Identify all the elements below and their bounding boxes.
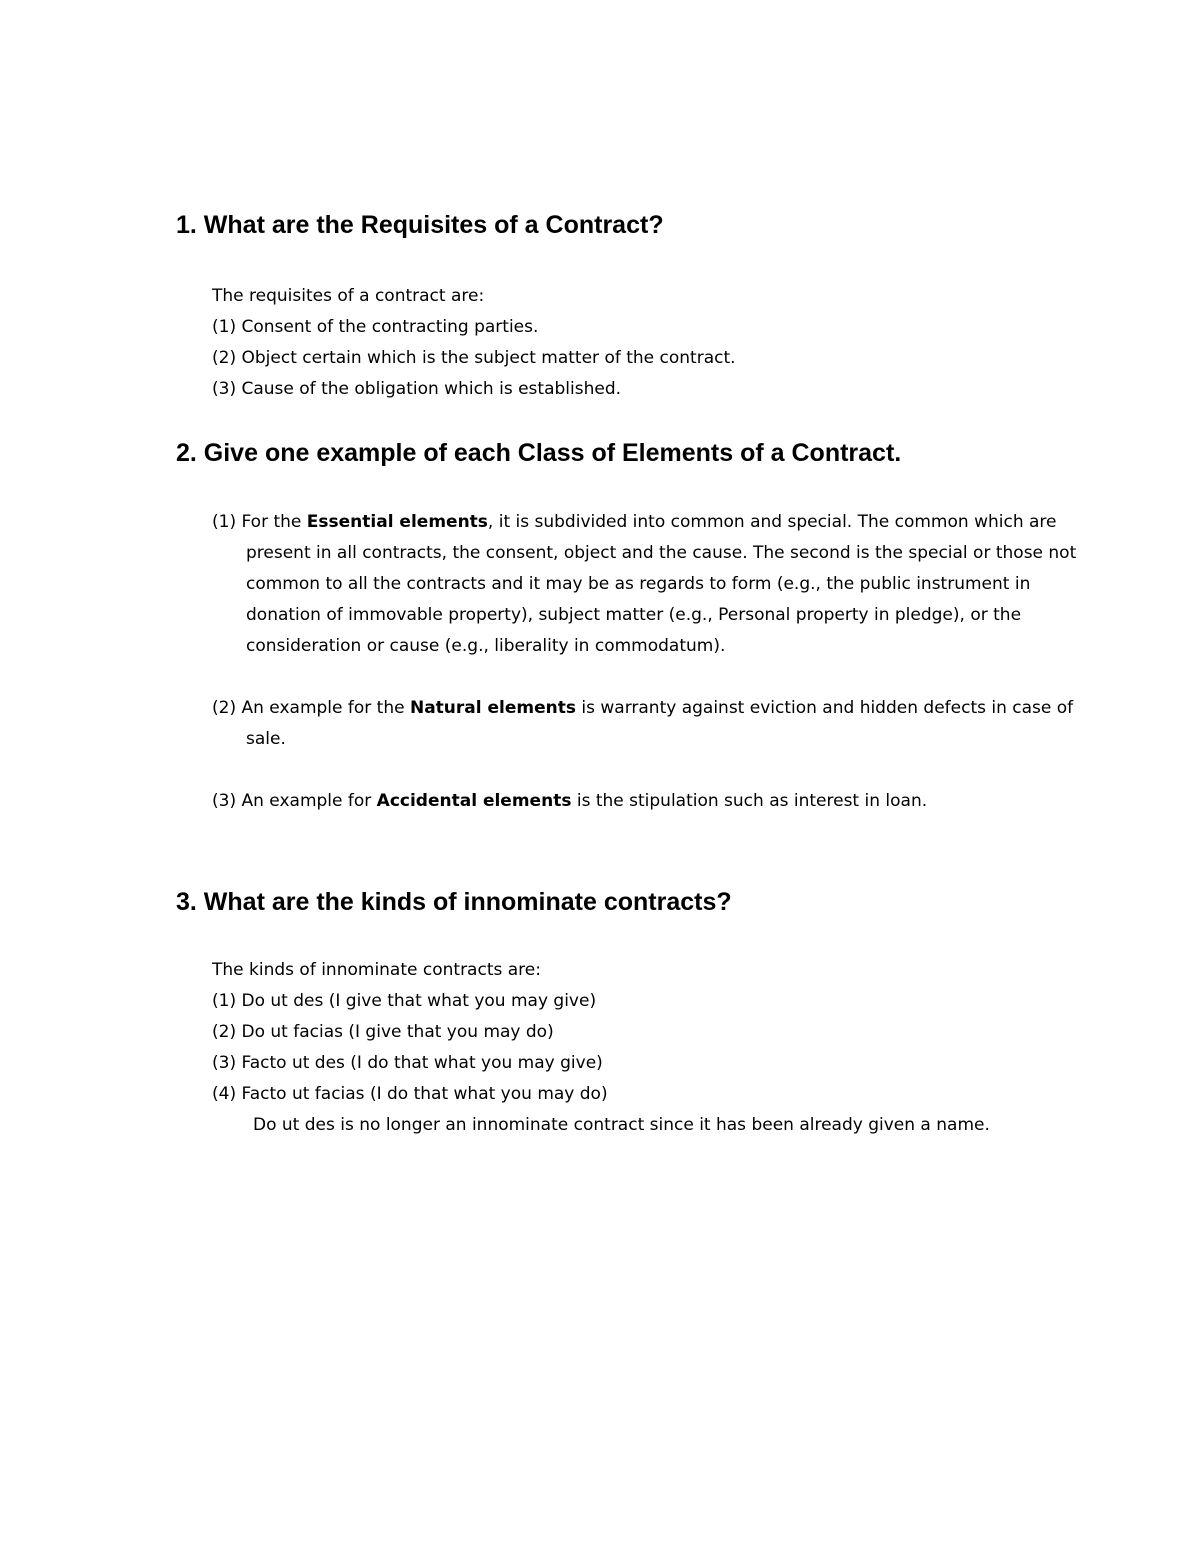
- section-2-item-2: [212, 693, 1096, 755]
- item-number: (1): [212, 991, 237, 1011]
- section-3-item-3: [212, 1051, 603, 1075]
- section-3-intro: The kinds of innominate contracts are:: [212, 960, 541, 980]
- item-text: Do ut facias (I give that you may do): [236, 1022, 554, 1042]
- section-1-item-1: [212, 315, 538, 339]
- section-3-item-2: [212, 1020, 554, 1044]
- section-3-item-1: [212, 989, 596, 1013]
- item-text: Facto ut des (I do that what you may give): [236, 1053, 603, 1073]
- item-number: (2): [212, 698, 237, 718]
- item-text: Cause of the obligation which is established.: [236, 379, 622, 399]
- essential-elements-term: Essential elements: [306, 512, 488, 532]
- section-1-item-2: [212, 346, 736, 370]
- item-post-text: is the stipulation such as interest in loan.: [571, 791, 928, 811]
- item-pre-text: For the: [236, 512, 307, 532]
- item-number: (1): [212, 317, 237, 337]
- accidental-elements-term: Accidental elements: [376, 791, 572, 811]
- section-3-note: Do ut des is no longer an innominate contract since it has been already given a name.: [253, 1115, 990, 1135]
- item-number: (1): [212, 512, 237, 532]
- item-number: (4): [212, 1084, 237, 1104]
- item-text: Facto ut facias (I do that what you may do): [236, 1084, 608, 1104]
- item-pre-text: An example for: [236, 791, 377, 811]
- section-3-item-4: [212, 1082, 608, 1106]
- section-2-item-1: [212, 507, 1096, 662]
- item-number: (3): [212, 791, 237, 811]
- item-text: Object certain which is the subject matter of the contract.: [236, 348, 736, 368]
- item-number: (3): [212, 379, 237, 399]
- natural-elements-term: Natural elements: [409, 698, 576, 718]
- section-1-item-3: [212, 377, 621, 401]
- item-number: (2): [212, 348, 237, 368]
- section-3-heading: 3. What are the kinds of innominate contracts?: [176, 888, 732, 916]
- item-number: (3): [212, 1053, 237, 1073]
- item-text: Do ut des (I give that what you may give): [236, 991, 597, 1011]
- item-text: Consent of the contracting parties.: [236, 317, 539, 337]
- section-1-heading: 1. What are the Requisites of a Contract?: [176, 211, 664, 239]
- item-post-text: , it is subdivided into common and special. The common which are present in all contracts, the consent, object and the cause. The second is the special or those not common to all the contracts and it may be as regards to form (e.g., the public instrument in donation of immovable property), subject matter (e.g., Personal property in pledge), or the consideration or cause (e.g., liberality in commodatum).: [246, 512, 1077, 656]
- item-number: (2): [212, 1022, 237, 1042]
- item-post-text: is warranty against eviction and hidden defects in case of sale.: [246, 698, 1074, 749]
- section-2-item-3: [212, 786, 1096, 817]
- item-pre-text: An example for the: [236, 698, 410, 718]
- section-2-heading: 2. Give one example of each Class of Elements of a Contract.: [176, 439, 902, 467]
- section-1-intro: The requisites of a contract are:: [212, 286, 485, 306]
